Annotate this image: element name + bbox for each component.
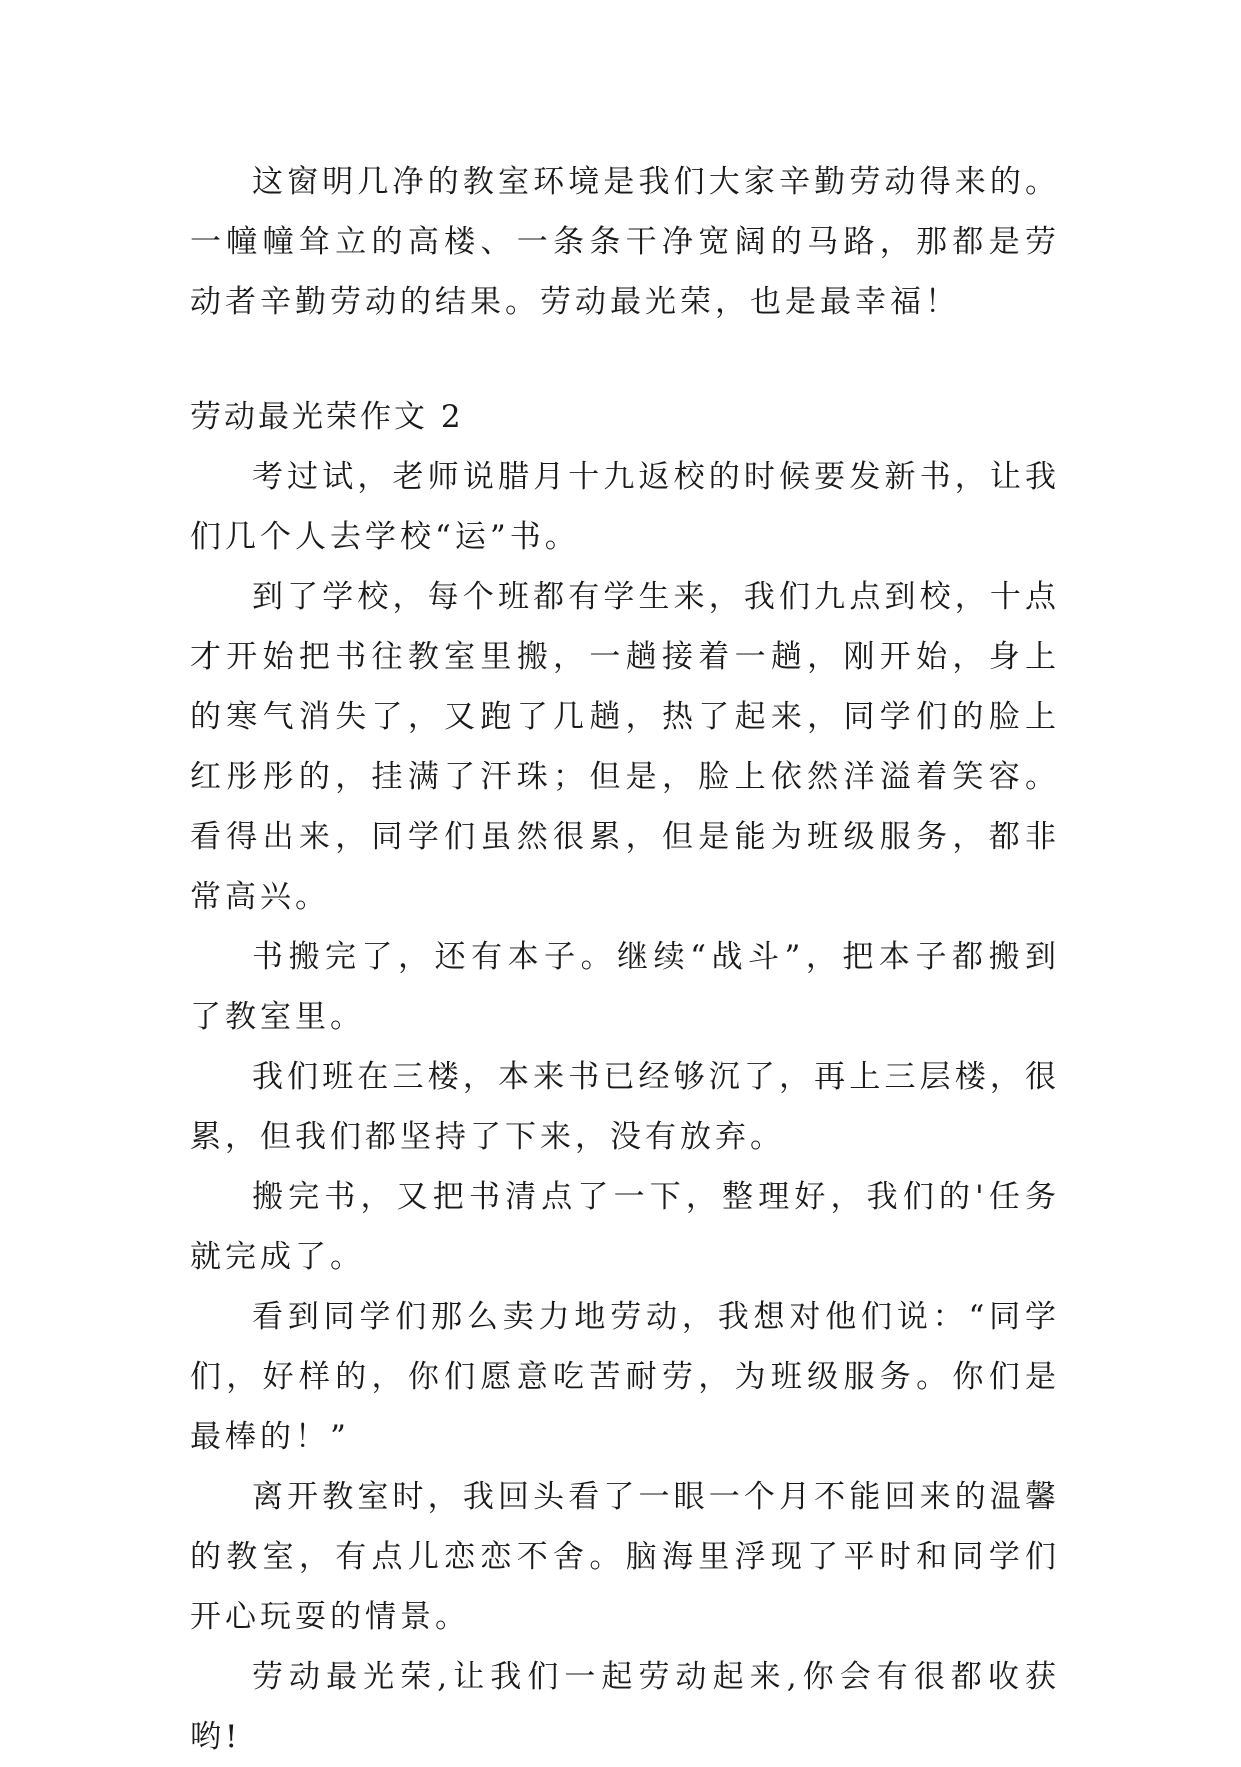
paragraph-2: 到了学校，每个班都有学生来，我们九点到校，十点才开始把书往教室里搬，一趟接着一趟，刚开始，身上的寒气消失了，又跑了几趟，热了起来，同学们的脸上红彤彤的，挂满了汗珠；但是，脸上依然洋溢着笑容。看得出来，同学们虽然很累，但是能为班级服务，都非常高兴。: [190, 579, 1060, 915]
paragraph-3: 书搬完了，还有本子。继续“战斗”，把本子都搬到了教室里。: [190, 939, 1060, 1035]
intro-paragraph: 这窗明几净的教室环境是我们大家辛勤劳动得来的。一幢幢耸立的高楼、一条条干净宽阔的马路，那都是劳动者辛勤劳动的结果。劳动最光荣，也是最幸福！: [190, 164, 1060, 320]
paragraph-1: 考过试，老师说腊月十九返校的时候要发新书，让我们几个人去学校“运”书。: [190, 459, 1060, 555]
section-title: 劳动最光荣作文 2: [190, 399, 464, 435]
paragraph-8: 劳动最光荣,让我们一起劳动起来,你会有很都收获哟!: [190, 1659, 1060, 1755]
paragraph-6: 看到同学们那么卖力地劳动，我想对他们说：“同学们，好样的，你们愿意吃苦耐劳，为班级服务。你们是最棒的！”: [190, 1299, 1060, 1455]
section-gap: [190, 332, 1060, 387]
paragraph-7: 离开教室时，我回头看了一眼一个月不能回来的温馨的教室，有点儿恋恋不舍。脑海里浮现了平时和同学们开心玩耍的情景。: [190, 1479, 1060, 1635]
paragraph-4: 我们班在三楼，本来书已经够沉了，再上三层楼，很累，但我们都坚持了下来，没有放弃。: [190, 1059, 1060, 1155]
paragraph-5: 搬完书，又把书清点了一下，整理好，我们的'任务就完成了。: [190, 1179, 1060, 1275]
document-body: [190, 152, 1060, 1767]
